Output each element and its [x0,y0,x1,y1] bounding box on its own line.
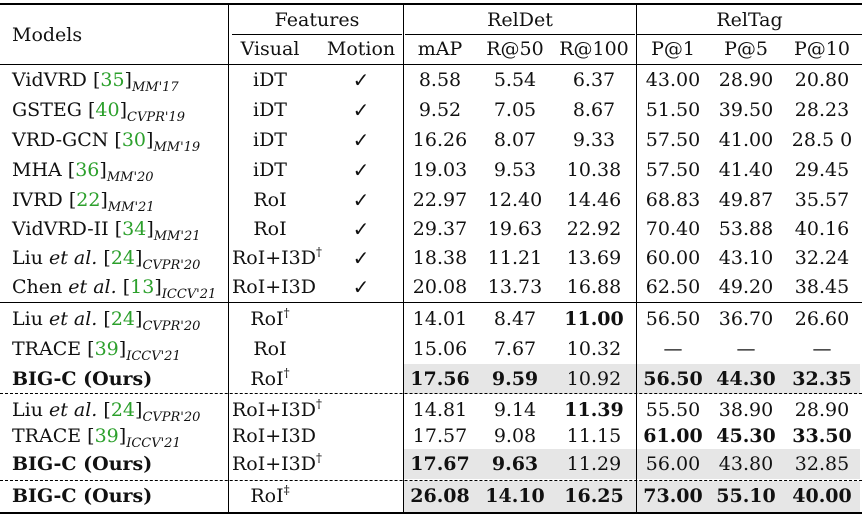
metric-value: 8.58 [418,69,462,91]
metric-value: 11.39 [564,399,624,421]
metric-value: 11.29 [566,453,622,475]
col-features-header: Features [274,9,360,31]
metric-value: 17.56 [410,368,470,390]
rule-group1 [0,302,862,303]
model-name: MHA $[36]_{MM'20}$ [12,159,154,185]
visual-feature: RoI† [250,366,290,390]
header-row-2 [0,34,862,64]
metric-value: 55.10 [716,485,776,507]
metric-value: 9.53 [493,159,537,181]
motion-check-icon [320,364,402,394]
metric-value: 20.08 [412,276,468,298]
metric-value: 33.50 [792,425,852,447]
metric-value: 16.26 [412,129,468,151]
visual-feature: iDT [253,99,287,121]
metric-value: 51.50 [645,99,701,121]
metric-value: 28.23 [794,99,850,121]
col-reldet-header: RelDet [487,9,553,31]
metric-value: 16.25 [564,485,624,507]
metric-value: 9.59 [491,368,539,390]
metric-value: 41.40 [718,159,774,181]
metric-value: 73.00 [643,485,703,507]
motion-check-icon [320,449,402,479]
motion-check-icon [320,481,402,511]
metric-value: 35.57 [794,189,850,211]
metric-value: 43.00 [645,69,701,91]
metric-value: 12.40 [487,189,543,211]
metric-value: 28.5 0 [791,129,853,151]
metric-value: 36.70 [718,308,774,330]
metric-value: 14.10 [485,485,545,507]
metric-value: 18.38 [412,247,468,269]
metric-value: 26.08 [410,485,470,507]
model-name: Liu et al. $[24]_{CVPR'20}$ [12,399,201,425]
model-name: BIG-C (Ours) [12,485,153,507]
visual-feature: iDT [253,69,287,91]
col-r50-header: R@50 [486,38,544,60]
metric-value: 10.38 [566,159,622,181]
model-name: BIG-C (Ours) [12,368,153,390]
metric-value: 53.88 [718,218,774,240]
metric-value: 8.07 [493,129,537,151]
table-row [0,243,862,273]
table-row [0,95,862,125]
metric-value: 28.90 [794,399,850,421]
metric-value: 49.87 [718,189,774,211]
table-row [0,364,862,394]
metric-value: 45.30 [716,425,776,447]
metric-value: 15.06 [412,338,468,360]
metric-value: — [812,338,832,360]
metric-value: 9.52 [418,99,462,121]
table-row [0,334,862,364]
table-row [0,421,862,451]
visual-feature: iDT [253,129,287,151]
metric-value: 26.60 [794,308,850,330]
col-visual-header: Visual [240,38,300,60]
metric-value: 28.90 [718,69,774,91]
visual-feature: RoI [253,218,287,240]
table-row [0,481,862,511]
metric-value: 9.33 [572,129,616,151]
motion-check-icon [320,421,402,451]
visual-feature: RoI [253,189,287,211]
model-name: Liu et al. $[24]_{CVPR'20}$ [12,247,201,273]
col-p10-header: P@10 [794,38,850,60]
model-name: IVRD $[22]_{MM'21}$ [12,189,155,215]
model-name: TRACE $[39]_{ICCV'21}$ [12,338,181,364]
metric-value: 9.08 [493,425,537,447]
metric-value: 29.45 [794,159,850,181]
model-name: TRACE $[39]_{ICCV'21}$ [12,425,181,451]
metric-value: 8.67 [572,99,616,121]
visual-feature: RoI† [250,306,290,330]
metric-value: 38.90 [718,399,774,421]
metric-value: 56.50 [643,368,703,390]
metric-value: 43.80 [718,453,774,475]
motion-check-icon: ✓ [352,217,370,241]
visual-feature: RoI [253,338,287,360]
rule-bottom [0,512,862,514]
metric-value: 62.50 [645,276,701,298]
metric-value: 22.92 [566,218,622,240]
motion-check-icon: ✓ [352,246,370,270]
visual-feature: RoI+I3D† [232,451,322,475]
model-name: Liu et al. $[24]_{CVPR'20}$ [12,308,201,334]
metric-value: 32.24 [794,247,850,269]
metric-value: 68.83 [645,189,701,211]
metric-value: 39.50 [718,99,774,121]
metric-value: 14.01 [412,308,468,330]
metric-value: 7.05 [493,99,537,121]
motion-check-icon: ✓ [352,275,370,299]
metric-value: 44.30 [716,368,776,390]
metric-value: 70.40 [645,218,701,240]
table-row [0,65,862,95]
col-models-header: Models [12,24,83,46]
model-name: VidVRD-II $[34]_{MM'21}$ [12,218,201,244]
metric-value: 9.63 [491,453,539,475]
metric-value: 14.46 [566,189,622,211]
motion-check-icon [320,304,402,334]
metric-value: 17.57 [412,425,468,447]
metric-value: 29.37 [412,218,468,240]
model-name: GSTEG $[40]_{CVPR'19}$ [12,99,185,125]
metric-value: 43.10 [718,247,774,269]
metric-value: 22.97 [412,189,468,211]
metric-value: 5.54 [493,69,537,91]
visual-feature: RoI+I3D† [232,245,322,269]
visual-feature: iDT [253,159,287,181]
metric-value: 11.15 [566,425,622,447]
col-r100-header: R@100 [559,38,629,60]
metric-value: — [736,338,756,360]
motion-check-icon: ✓ [352,188,370,212]
visual-feature: RoI+I3D [232,425,316,447]
metric-value: 38.45 [794,276,850,298]
model-name: Chen et al. $[13]_{ICCV'21}$ [12,276,217,302]
metric-value: 49.20 [718,276,774,298]
table-row [0,214,862,244]
table-row [0,185,862,215]
model-name: VRD-GCN $[30]_{MM'19}$ [12,129,201,155]
table-row [0,125,862,155]
metric-value: 16.88 [566,276,622,298]
col-map-header: mAP [417,38,463,60]
motion-check-icon: ✓ [352,68,370,92]
table-row [0,449,862,479]
motion-check-icon: ✓ [352,158,370,182]
motion-check-icon [320,334,402,364]
metric-value: 57.50 [645,129,701,151]
motion-check-icon: ✓ [352,98,370,122]
metric-value: 10.92 [566,368,622,390]
metric-value: 14.81 [412,399,468,421]
table-row [0,304,862,334]
motion-check-icon: ✓ [352,128,370,152]
table-row [0,272,862,302]
metric-value: — [663,338,683,360]
metric-value: 10.32 [566,338,622,360]
metric-value: 13.69 [566,247,622,269]
col-p5-header: P@5 [724,38,768,60]
model-name: VidVRD $[35]_{MM'17}$ [12,69,179,95]
metric-value: 32.35 [792,368,852,390]
metric-value: 11.21 [487,247,543,269]
metric-value: 19.03 [412,159,468,181]
metric-value: 56.50 [645,308,701,330]
model-name: BIG-C (Ours) [12,453,153,475]
metric-value: 17.67 [410,453,470,475]
metric-value: 13.73 [487,276,543,298]
header-row-1 [0,5,862,46]
metric-value: 40.00 [792,485,852,507]
visual-feature: RoI+I3D† [232,397,322,421]
metric-value: 57.50 [645,159,701,181]
table-row [0,155,862,185]
visual-feature: RoI‡ [250,483,290,507]
metric-value: 9.14 [493,399,537,421]
metric-value: 8.47 [493,308,537,330]
metric-value: 56.00 [645,453,701,475]
metric-value: 11.00 [564,308,624,330]
metric-value: 60.00 [645,247,701,269]
metric-value: 7.67 [493,338,537,360]
metric-value: 61.00 [643,425,703,447]
metric-value: 6.37 [572,69,616,91]
metric-value: 32.85 [794,453,850,475]
metric-value: 55.50 [645,399,701,421]
metric-value: 41.00 [718,129,774,151]
visual-feature: RoI+I3D [232,276,316,298]
metric-value: 40.16 [794,218,850,240]
col-reltag-header: RelTag [716,9,783,31]
metric-value: 19.63 [487,218,543,240]
col-motion-header: Motion [326,38,396,60]
metric-value: 20.80 [794,69,850,91]
col-p1-header: P@1 [651,38,695,60]
